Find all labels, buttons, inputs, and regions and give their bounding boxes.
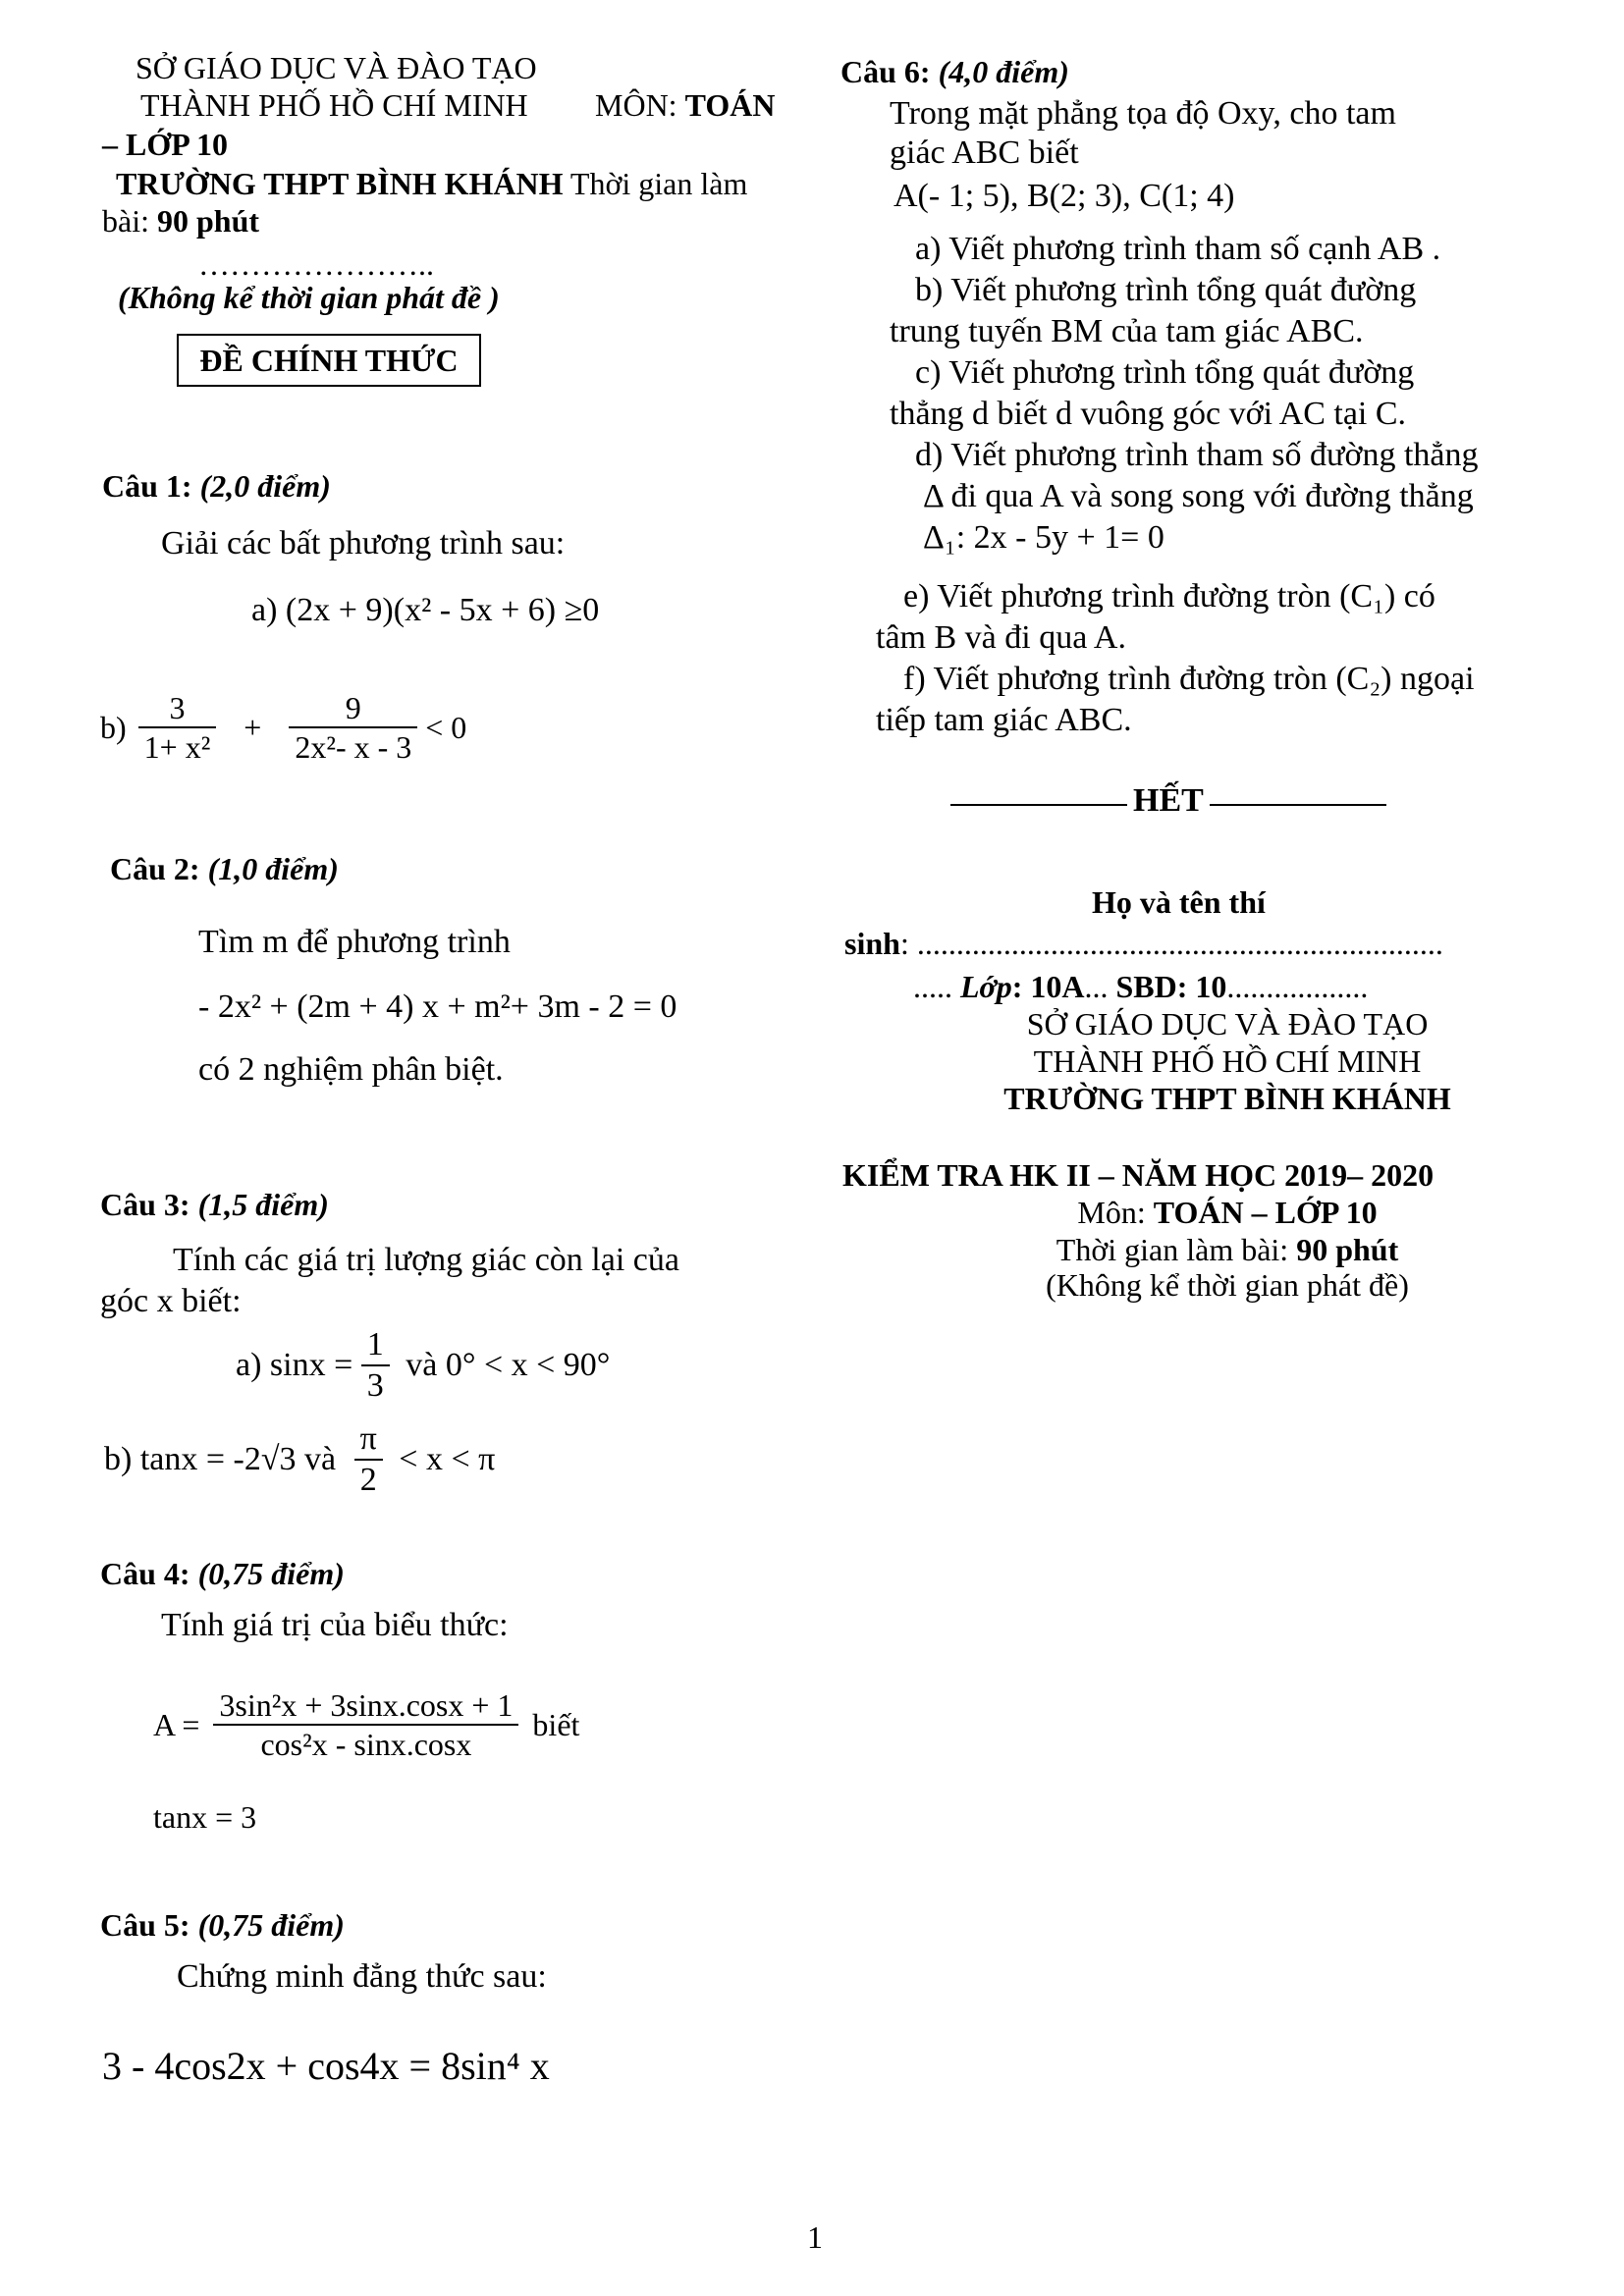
footer-school: TRƯỜNG THPT BÌNH KHÁNH — [1003, 1081, 1451, 1116]
q6-intro-2: giác ABC biết — [890, 134, 1079, 171]
q2-intro: Tìm m để phương trình — [198, 924, 511, 960]
q1-b-fraction-1: $\frac{3}{\text{1+ x²}}$ — [138, 689, 217, 766]
q3-intro-1: Tính các giá trị lượng giác còn lại của — [173, 1242, 679, 1278]
footer-name-label: Họ và tên thí — [1092, 884, 1266, 920]
footer-time: Thời gian làm bài: 90 phút — [1056, 1232, 1399, 1267]
q5-intro: Chứng minh đẳng thức sau: — [177, 1958, 547, 1995]
q4-expression: A = $\frac{\text{3sin²x + 3sinx.cosx + 1}}{\text{cos²x - sinx.cosx}}$ biết — [153, 1687, 580, 1762]
q4-given: tanx = 3 — [153, 1799, 257, 1835]
q1-a-expression: (2x + 9)(x² - 5x + 6) ≥0 — [285, 592, 600, 628]
footer-note: (Không kể thời gian phát đề) — [1046, 1267, 1409, 1303]
q6-f-line2: tiếp tam giác ABC. — [876, 702, 1132, 738]
end-rule-left — [950, 800, 1127, 806]
q3-a: a) sinx = $\frac{1}{3}$ và 0° < x < 90° — [236, 1326, 611, 1404]
header-time: bài: 90 phút — [102, 203, 260, 239]
header-city: THÀNH PHỐ HỒ CHÍ MINH — [140, 87, 528, 123]
q6-d-line2: Δ đi qua A và song song với đường thẳng — [923, 478, 1474, 514]
q5-title: Câu 5: (0,75 điểm) — [100, 1907, 345, 1943]
q6-b-line1: b) Viết phương trình tổng quát đường — [915, 272, 1417, 308]
q6-e-line2: tâm B và đi qua A. — [876, 619, 1126, 656]
footer-subject: Môn: TOÁN – LỚP 10 — [1077, 1195, 1378, 1230]
q6-intro-1: Trong mặt phẳng tọa độ Oxy, cho tam — [890, 95, 1396, 132]
q4-title: Câu 4: (0,75 điểm) — [100, 1556, 345, 1591]
q6-a: a) Viết phương trình tham số cạnh AB . — [915, 231, 1441, 267]
q6-f-line1: f) Viết phương trình đường tròn (C₂) ngoại — [903, 661, 1475, 697]
footer-dept: SỞ GIÁO DỤC VÀ ĐÀO TẠO — [1026, 1006, 1429, 1041]
q6-e-line1: e) Viết phương trình đường tròn (C₁) có — [903, 578, 1435, 614]
q6-d-line1: d) Viết phương trình tham số đường thẳng — [915, 437, 1479, 473]
q3-title: Câu 3: (1,5 điểm) — [100, 1187, 329, 1222]
q6-title: Câu 6: (4,0 điểm) — [840, 54, 1069, 89]
header-school-line: TRƯỜNG THPT BÌNH KHÁNH Thời gian làm — [116, 166, 748, 201]
q3-intro-2: góc x biết: — [100, 1283, 242, 1319]
footer-name-line: sinh: ................................................................... — [844, 926, 1443, 961]
end-rule-right — [1210, 800, 1386, 806]
footer-city: THÀNH PHỐ HỒ CHÍ MINH — [1033, 1043, 1422, 1079]
footer-class-line: ..... Lớp: 10A... SBD: 10.................. — [913, 969, 1369, 1004]
header-subject: MÔN: TOÁN — [595, 87, 776, 123]
q6-c-line2: thẳng d biết d vuông góc với AC tại C. — [890, 396, 1407, 432]
q6-d-line3: Δ₁: 2x - 5y + 1= 0 — [923, 519, 1164, 556]
q6-c-line1: c) Viết phương trình tổng quát đường — [915, 354, 1415, 391]
end-marker: HẾT — [945, 781, 1392, 821]
q6-points: A(- 1; 5), B(2; 3), C(1; 4) — [893, 178, 1235, 214]
header-grade: – LỚP 10 — [102, 127, 229, 162]
q3-b: b) tanx = -2√3 và $\frac{\pi}{2}$ < x < π — [104, 1420, 496, 1498]
q1-b: b) $\frac{3}{\text{1+ x²}}$ + $\frac{9}{\text{2x²- x - 3}}$ < 0 — [100, 690, 467, 765]
q1-intro: Giải các bất phương trình sau: — [161, 525, 566, 561]
header-note: (Không kể thời gian phát đề ) — [118, 280, 500, 315]
q3-a-fraction: $\frac{1}{3}$ — [361, 1325, 390, 1406]
q1-b-fraction-2: $\frac{9}{\text{2x²- x - 3}}$ — [289, 689, 417, 766]
q1-title: Câu 1: (2,0 điểm) — [102, 468, 331, 504]
q2-outro: có 2 nghiệm phân biệt. — [198, 1051, 504, 1088]
page-number: 1 — [807, 2219, 823, 2255]
footer-exam: KIỂM TRA HK II – NĂM HỌC 2019– 2020 — [842, 1157, 1435, 1193]
header-dept: SỞ GIÁO DỤC VÀ ĐÀO TẠO — [135, 50, 537, 85]
q4-fraction: $\frac{\text{3sin²x + 3sinx.cosx + 1}}{\text{cos²x - sinx.cosx}}$ — [213, 1686, 518, 1763]
q3-b-fraction: $\frac{\pi}{2}$ — [354, 1419, 383, 1500]
q2-title: Câu 2: (1,0 điểm) — [110, 851, 339, 886]
q6-b-line2: trung tuyến BM của tam giác ABC. — [890, 313, 1364, 349]
q2-equation: - 2x² + (2m + 4) x + m²+ 3m - 2 = 0 — [198, 988, 677, 1025]
header-dots: ………………….. — [198, 246, 434, 282]
q5-identity: 3 - 4cos2x + cos4x = 8sin⁴ x — [102, 2044, 550, 2088]
q4-intro: Tính giá trị của biểu thức: — [161, 1607, 509, 1643]
q1-a: a) (2x + 9)(x² - 5x + 6) ≥0 — [251, 592, 600, 628]
official-badge: ĐỀ CHÍNH THỨC — [177, 334, 481, 387]
